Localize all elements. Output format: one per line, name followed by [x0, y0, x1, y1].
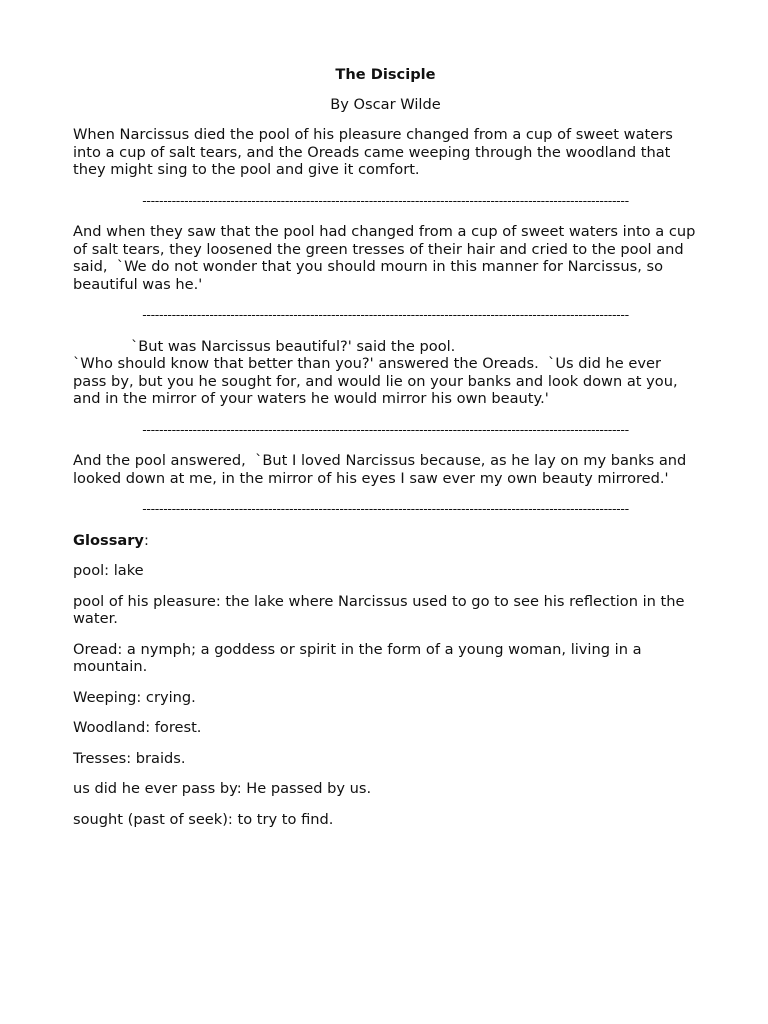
section-divider: --------------------------------------------------------------------------------------------------------------------: [142, 501, 629, 516]
section-divider: --------------------------------------------------------------------------------------------------------------------: [142, 192, 629, 208]
glossary-item: sought (past of seek): to try to find.: [73, 810, 334, 828]
paragraph-3-first-line: `But was Narcissus beautiful?' said the pool.: [131, 337, 456, 355]
glossary-item: Oread: a nymph; a goddess or spirit in the form of a young woman, living in a mountain.: [73, 640, 642, 675]
glossary-item: Tresses: braids.: [73, 749, 186, 767]
glossary-item: pool: lake: [73, 562, 144, 579]
paragraph-1: When Narcissus died the pool of his pleasure changed from a cup of sweet waters into a cup of salt tears, and the Oreads came weeping through the woodland that they might sing to the pool and give it comfort.: [73, 126, 678, 178]
document-page: [73, 66, 701, 841]
glossary-item: pool of his pleasure: the lake where Narcissus used to go to see his reflection in the water.: [73, 592, 685, 627]
glossary-heading: [73, 532, 698, 550]
glossary-heading-colon: :: [143, 531, 149, 549]
document-author: By Oscar Wilde: [330, 95, 441, 113]
section-divider: --------------------------------------------------------------------------------------------------------------------: [142, 307, 629, 322]
glossary-item: Woodland: forest.: [73, 719, 202, 736]
section-divider: --------------------------------------------------------------------------------------------------------------------: [142, 421, 629, 437]
glossary-item: Weeping: crying.: [73, 688, 196, 706]
paragraph-4: And the pool answered, `But I loved Narcissus because, as he lay on my banks and looked down at me, in the mirror of his eyes I saw ever my own beauty mirrored.': [73, 452, 691, 487]
glossary-heading-label: Glossary: [73, 531, 144, 549]
paragraph-3: `Who should know that better than you?' answered the Oreads. `Us did he ever pass by, but you he sought for, and would lie on your banks and look down at you, and in the mirror of your waters he would mirror his own beauty.': [73, 355, 683, 407]
paragraph-2: And when they saw that the pool had changed from a cup of sweet waters into a cup of salt tears, they loosened the green tresses of their hair and cried to the pool and said, `We do not wonder that you should mourn in this manner for Narcissus, so beautiful was he.': [73, 223, 701, 293]
glossary-item: us did he ever pass by: He passed by us.: [73, 780, 372, 797]
document-title: The Disciple: [335, 66, 436, 83]
